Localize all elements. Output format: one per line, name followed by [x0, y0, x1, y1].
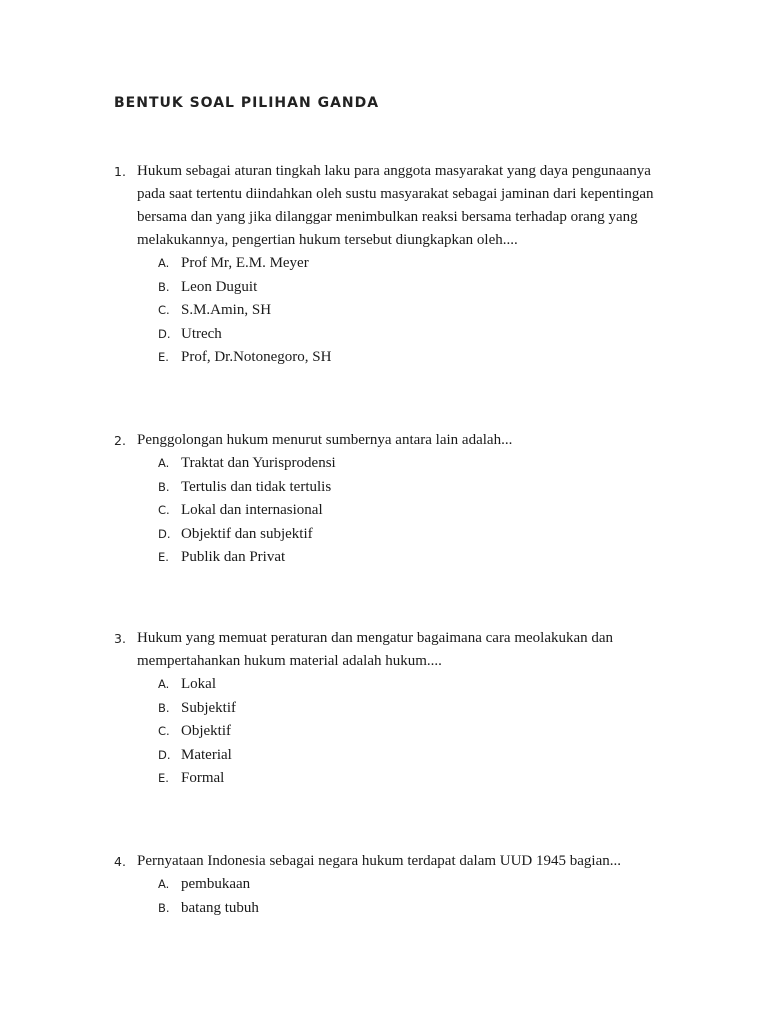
question-4 — [114, 850, 674, 920]
option-a — [158, 452, 674, 476]
option-text: pembukaan — [181, 876, 251, 892]
option-letter: E. — [158, 350, 169, 364]
option-text: Traktat dan Yurisprodensi — [181, 455, 336, 471]
question-text: Hukum sebagai aturan tingkah laku para anggota masyarakat yang daya pengunaanya pada saat tertentu diindahkan oleh sustu masyarakat sebagai jaminan dari kepentingan bersama dan yang jika dilanggar menimbulkan reaksi bersama terhadap orang yang melakukannya, pengertian hukum tersebut diungkapkan oleh.... — [137, 163, 654, 248]
option-a — [158, 873, 674, 897]
option-c — [158, 299, 674, 323]
question-number: 1. — [114, 164, 126, 179]
option-text: Leon Duguit — [181, 278, 258, 295]
option-c — [158, 720, 674, 744]
option-b — [158, 697, 674, 721]
question-2 — [114, 429, 674, 570]
option-letter: D. — [158, 326, 171, 341]
option-b — [158, 476, 674, 500]
option-text: batang tubuh — [181, 899, 259, 916]
option-letter: E. — [158, 550, 169, 564]
option-d — [158, 323, 674, 347]
option-letter: E. — [158, 771, 169, 785]
option-a — [158, 673, 674, 697]
option-letter: B. — [158, 279, 170, 294]
option-text: Publik dan Privat — [181, 549, 286, 565]
option-text: Utrech — [181, 325, 222, 342]
option-text: Subjektif — [181, 699, 236, 716]
option-letter: A. — [158, 456, 170, 470]
option-text: Material — [181, 746, 232, 763]
option-letter: A. — [158, 256, 170, 270]
question-1 — [114, 160, 674, 370]
question-number: 3. — [114, 631, 126, 646]
option-text: Formal — [181, 770, 225, 786]
option-c — [158, 499, 674, 523]
option-text: Objektif dan subjektif — [181, 525, 313, 542]
option-list — [158, 673, 674, 791]
option-text: Prof Mr, E.M. Meyer — [181, 255, 309, 271]
option-list — [158, 873, 674, 920]
page-title: BENTUK SOAL PILIHAN GANDA — [114, 95, 380, 111]
option-letter: C. — [158, 303, 170, 317]
option-letter: B. — [158, 900, 170, 915]
question-text: Hukum yang memuat peraturan dan mengatur bagaimana cara meolakukan dan mempertahankan hukum material adalah hukum.... — [137, 630, 614, 669]
option-letter: D. — [158, 526, 171, 541]
option-letter: C. — [158, 503, 170, 517]
option-b — [158, 897, 674, 921]
option-letter: D. — [158, 747, 171, 762]
option-text: Lokal dan internasional — [181, 502, 323, 518]
option-letter: B. — [158, 700, 170, 715]
option-e — [158, 767, 674, 791]
option-list — [158, 452, 674, 570]
option-text: Prof, Dr.Notonegoro, SH — [181, 349, 332, 365]
question-3 — [114, 627, 674, 791]
option-text: Objektif — [181, 723, 231, 739]
option-b — [158, 276, 674, 300]
option-d — [158, 523, 674, 547]
option-d — [158, 744, 674, 768]
option-e — [158, 346, 674, 370]
question-number: 4. — [114, 854, 126, 869]
question-text: Pernyataan Indonesia sebagai negara hukum terdapat dalam UUD 1945 bagian... — [137, 853, 621, 869]
option-text: Tertulis dan tidak tertulis — [181, 478, 332, 495]
option-text: S.M.Amin, SH — [181, 302, 272, 318]
option-letter: A. — [158, 877, 170, 891]
option-letter: B. — [158, 479, 170, 494]
option-letter: A. — [158, 677, 170, 691]
option-a — [158, 252, 674, 276]
option-letter: C. — [158, 724, 170, 738]
option-e — [158, 546, 674, 570]
question-number: 2. — [114, 433, 126, 448]
option-text: Lokal — [181, 676, 216, 692]
question-text: Penggolongan hukum menurut sumbernya antara lain adalah... — [137, 432, 513, 448]
option-list — [158, 252, 674, 370]
